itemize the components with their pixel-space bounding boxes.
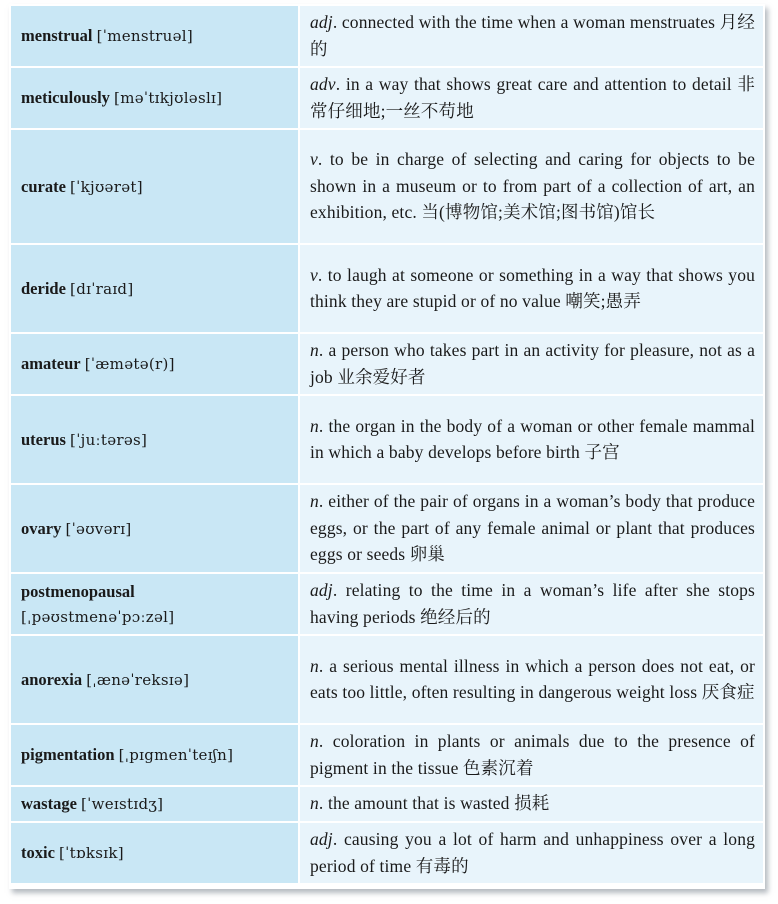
part-of-speech: v: [310, 264, 318, 285]
term-cell: [10, 822, 299, 884]
pronunciation: [ˌpəʊstmenəˈpɔːzəl]: [21, 607, 175, 626]
table-row: [10, 484, 764, 573]
table-row: [10, 395, 764, 484]
term-cell: [10, 635, 299, 724]
part-of-speech: adj: [310, 12, 333, 32]
vocabulary-sheet: [9, 4, 765, 889]
definition-cell: [299, 333, 764, 395]
term-cell: [10, 244, 299, 333]
pronunciation: [ˌænəˈreksɪə]: [86, 670, 190, 689]
term-cell: [10, 724, 299, 786]
table-row: [10, 244, 764, 333]
part-of-speech: adj: [310, 829, 333, 849]
part-of-speech: n: [310, 655, 319, 676]
definition-cell: [299, 67, 764, 129]
definition-cell: [299, 129, 764, 244]
part-of-speech: v: [310, 149, 318, 170]
part-of-speech: n: [310, 491, 319, 512]
term-cell: [10, 333, 299, 395]
definition-cell: [299, 724, 764, 786]
pronunciation: [ˈjuːtərəs]: [70, 430, 148, 449]
pronunciation: [ˈkjʊərət]: [70, 177, 143, 196]
term-cell: [10, 129, 299, 244]
definition-text: . relating to the time in a woman’s life after she stops having periods 绝经后的: [310, 580, 755, 627]
vocabulary-table-body: [10, 5, 764, 884]
pronunciation: [ˈtɒksɪk]: [59, 844, 124, 862]
definition-cell: [299, 395, 764, 484]
definition-text: . to laugh at someone or something in a way that shows you think they are stupid or of no value 嘲笑;愚弄: [310, 264, 755, 311]
pronunciation: [məˈtɪkjʊləslɪ]: [114, 89, 223, 107]
term-cell: [10, 573, 299, 635]
definition-cell: [299, 822, 764, 884]
table-row: [10, 724, 764, 786]
headword: uterus: [21, 429, 66, 449]
table-row: [10, 67, 764, 129]
term-cell: [10, 395, 299, 484]
pronunciation: [ˈweɪstɪdʒ]: [81, 795, 164, 813]
term-cell: [10, 484, 299, 573]
definition-cell: [299, 573, 764, 635]
definition-text: . connected with the time when a woman menstruates 月经的: [310, 12, 755, 59]
table-row: [10, 786, 764, 822]
headword: anorexia: [21, 669, 83, 689]
vocabulary-table: [9, 4, 765, 885]
definition-text: . to be in charge of selecting and caring for objects to be shown in a museum or to from part of a collection of art, an exhibition, etc. 当(博物馆;美术馆;图书馆)馆长: [310, 149, 755, 223]
pronunciation: [ˈæmətə(r)]: [84, 355, 175, 373]
part-of-speech: n: [310, 415, 319, 436]
definition-text: . coloration in plants or animals due to the presence of pigment in the tissue 色素沉着: [310, 731, 755, 778]
pronunciation: [ˌpɪgmenˈteɪʃn]: [118, 746, 234, 764]
table-row: [10, 635, 764, 724]
pronunciation: [dɪˈraɪd]: [70, 279, 134, 298]
definition-text: . the organ in the body of a woman or other female mammal in which a baby develops before birth 子宫: [310, 415, 755, 462]
definition-cell: [299, 484, 764, 573]
headword: postmenopausal: [21, 581, 135, 601]
table-row: [10, 333, 764, 395]
part-of-speech: n: [310, 340, 319, 360]
table-row: [10, 573, 764, 635]
part-of-speech: adj: [310, 580, 333, 600]
definition-text: . the amount that is wasted 损耗: [318, 793, 550, 814]
definition-cell: [299, 244, 764, 333]
headword: wastage: [21, 794, 77, 813]
headword: toxic: [21, 843, 55, 862]
definition-cell: [299, 5, 764, 67]
pronunciation: [ˈəʊvərɪ]: [65, 519, 132, 538]
headword: ovary: [21, 518, 62, 538]
headword: menstrual: [21, 26, 93, 45]
part-of-speech: n: [310, 731, 319, 751]
part-of-speech: n: [310, 793, 319, 814]
headword: curate: [21, 176, 66, 196]
term-cell: [10, 5, 299, 67]
definition-cell: [299, 786, 764, 822]
definition-text: . causing you a lot of harm and unhappiness over a long period of time 有毒的: [310, 829, 755, 876]
table-row: [10, 129, 764, 244]
definition-text: . in a way that shows great care and attention to detail 非常仔细地;一丝不苟地: [310, 74, 755, 121]
definition-text: . a person who takes part in an activity for pleasure, not as a job 业余爱好者: [310, 340, 755, 387]
headword: pigmentation: [21, 745, 115, 764]
term-cell: [10, 786, 299, 822]
headword: meticulously: [21, 88, 110, 107]
definition-text: . either of the pair of organs in a woman’s body that produce eggs, or the part of any female animal or plant that produces eggs or seeds 卵巢: [310, 491, 755, 565]
part-of-speech: adv: [310, 74, 336, 94]
term-cell: [10, 67, 299, 129]
table-row: [10, 5, 764, 67]
definition-text: . a serious mental illness in which a person does not eat, or eats too little, often resulting in dangerous weight loss 厌食症: [310, 655, 755, 702]
definition-cell: [299, 635, 764, 724]
table-row: [10, 822, 764, 884]
headword: deride: [21, 278, 66, 298]
headword: amateur: [21, 354, 81, 373]
pronunciation: [ˈmenstruəl]: [96, 27, 194, 45]
